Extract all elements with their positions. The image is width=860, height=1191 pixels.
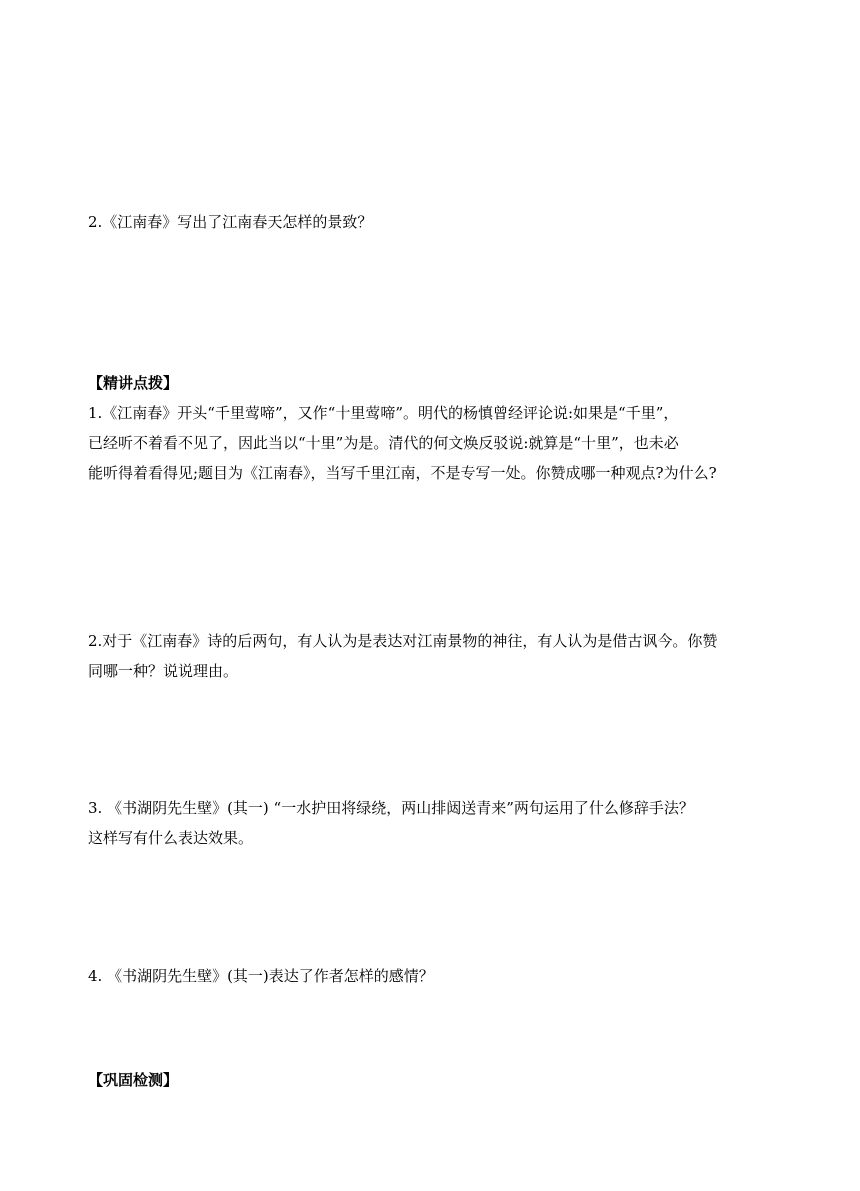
key-point-2-line-1: 2.对于《江南春》诗的后两句，有人认为是表达对江南景物的神往，有人认为是借古讽今。你赞 <box>88 632 718 650</box>
section-heading-key-points: 【精讲点拨】 <box>88 374 179 392</box>
key-point-3-line-1: 3. 《书湖阴先生壁》(其一) “一水护田将绿绕，两山排闼送青来”两句运用了什么修辞手法？ <box>88 799 694 817</box>
key-point-4: 4. 《书湖阴先生壁》(其一)表达了作者怎样的感情？ <box>88 967 434 985</box>
key-point-1-line-2: 已经听不着看不见了，因此当以“十里”为是。清代的何文焕反驳说:就算是“十里”，也未必 <box>88 434 679 452</box>
key-point-3-line-2: 这样写有什么表达效果。 <box>88 829 254 847</box>
question-2-jiangnan-spring: 2.《江南春》写出了江南春天怎样的景致？ <box>88 213 373 231</box>
section-heading-consolidation-test: 【巩固检测】 <box>88 1071 179 1089</box>
key-point-2-line-2: 同哪一种？说说理由。 <box>88 662 239 680</box>
key-point-1-line-3: 能听得着看得见;题目为《江南春》，当写千里江南，不是专写一处。你赞成哪一种观点?为什么? <box>88 464 717 482</box>
key-point-1-line-1: 1.《江南春》开头“千里莺啼”，又作“十里莺啼”。明代的杨慎曾经评论说:如果是“千里”， <box>88 404 679 422</box>
